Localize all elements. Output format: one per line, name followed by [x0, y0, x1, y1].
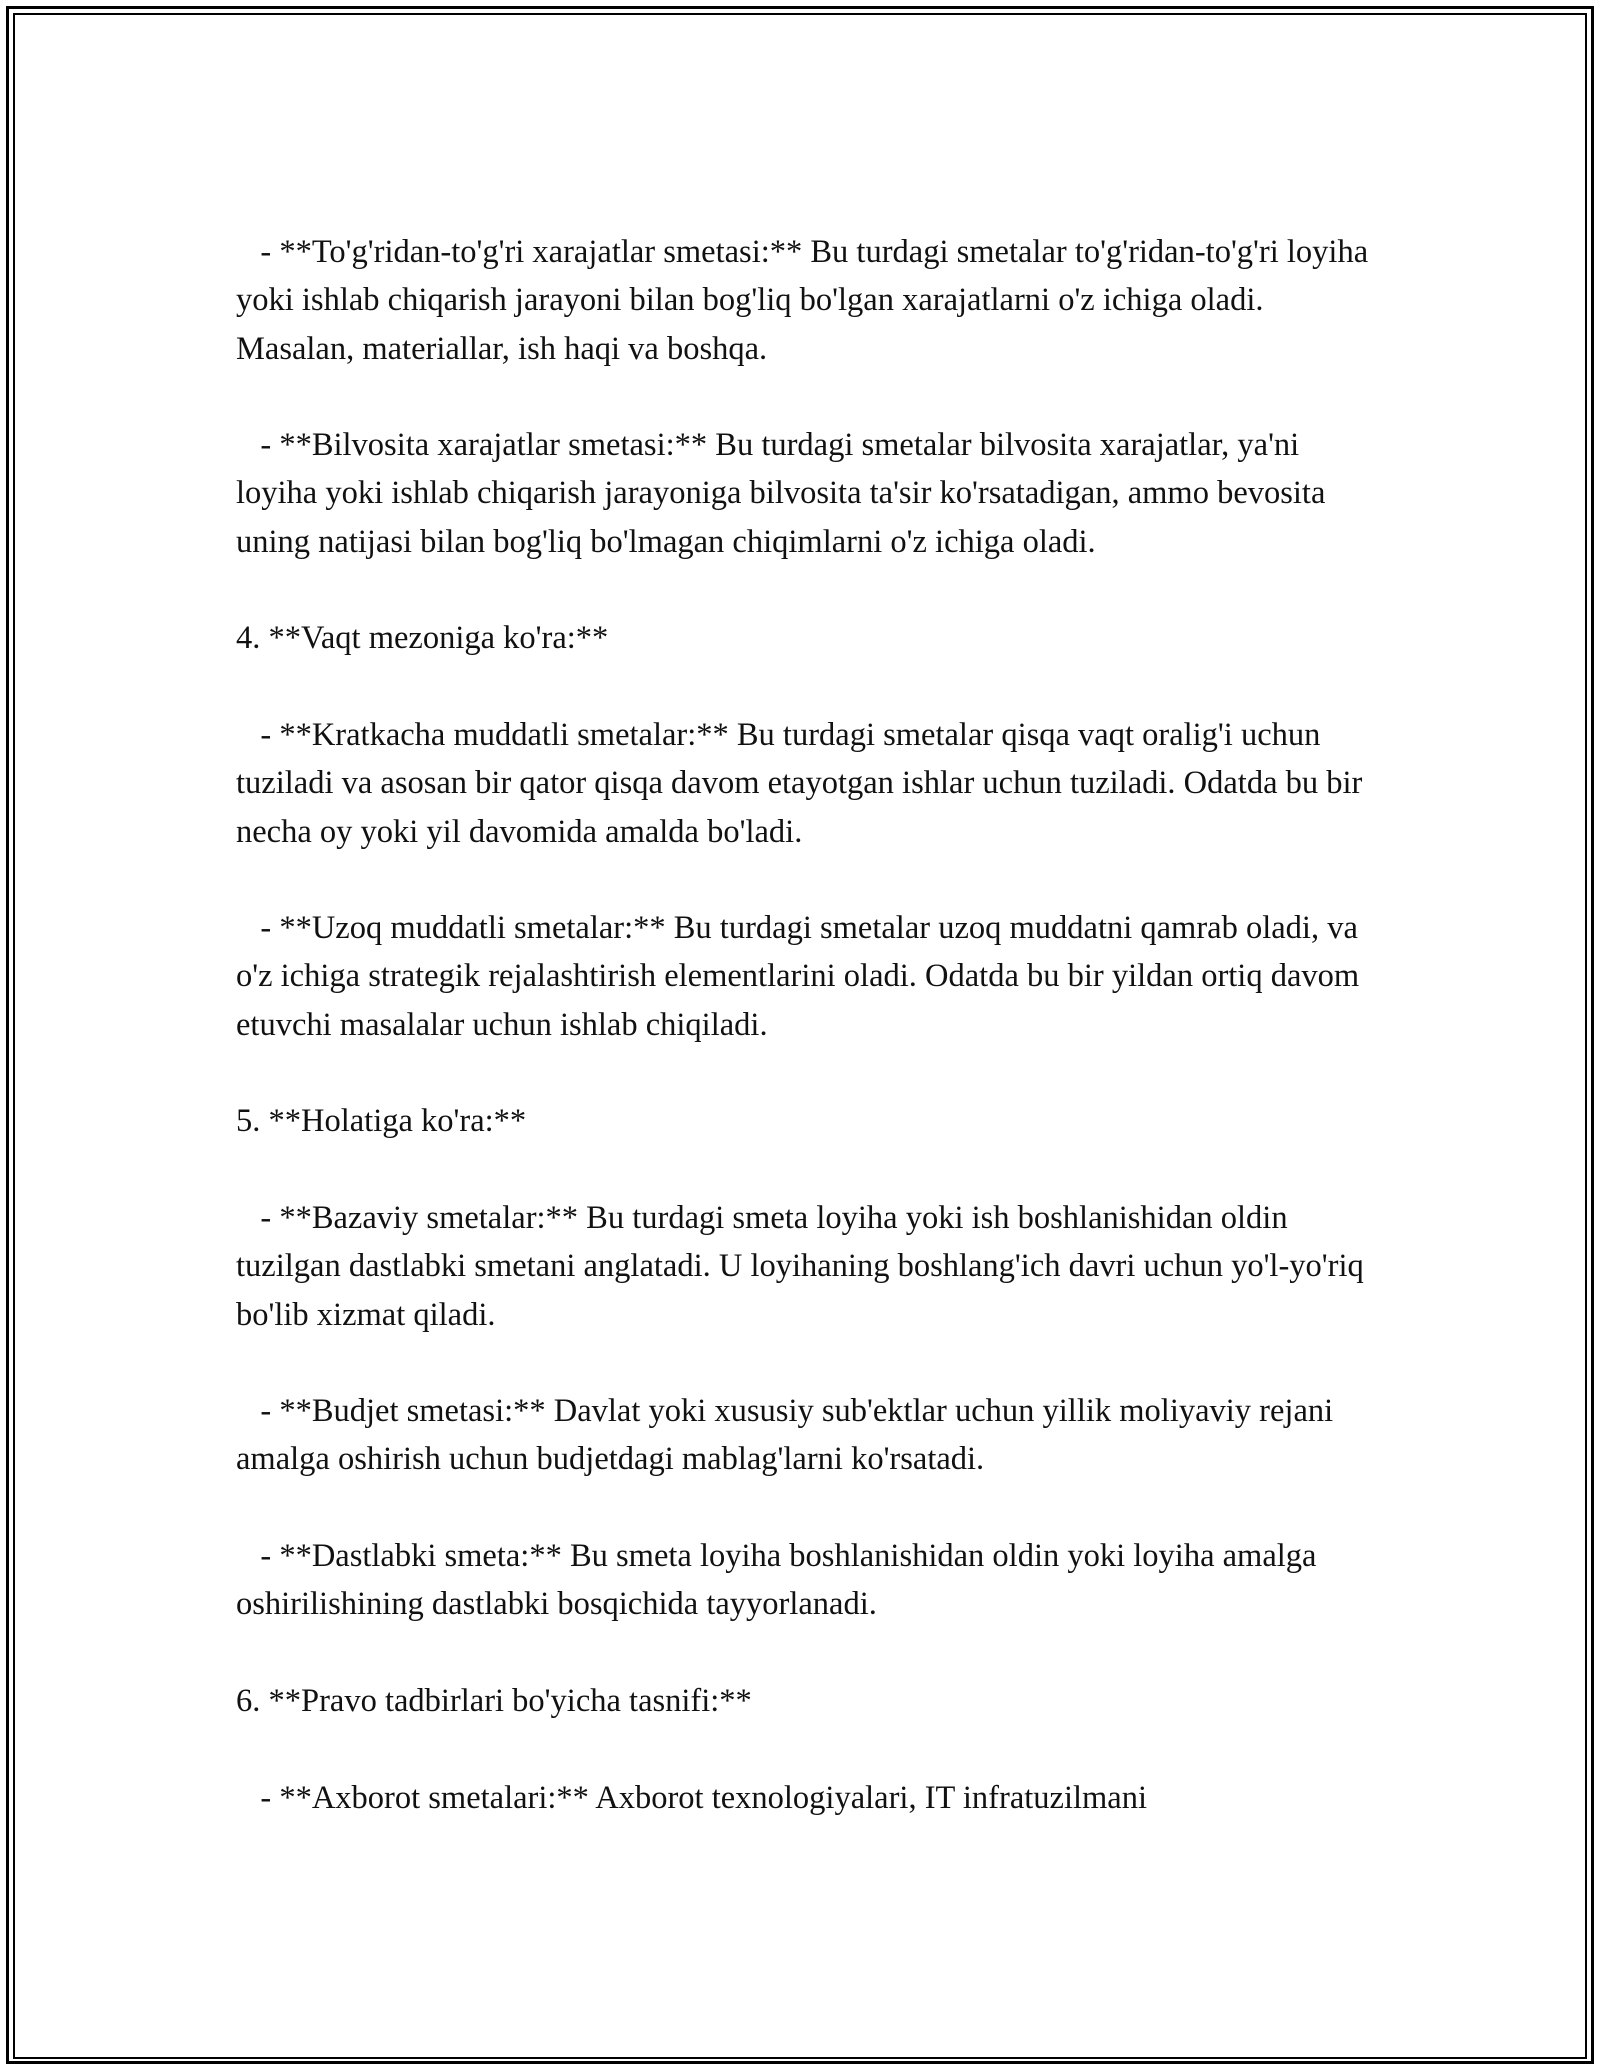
heading-time-criterion: 4. **Vaqt mezoniga ko'ra:** [236, 620, 609, 657]
heading-status: 5. **Holatiga ko'ra:** [236, 1103, 527, 1140]
heading-legal-classification: 6. **Pravo tadbirlari bo'yicha tasnifi:** [236, 1682, 752, 1719]
paragraph-long-term: - **Uzoq muddatli smetalar:** Bu turdagi smetalar uzoq muddatni qamrab oladi, va o'z ichiga strategik rejalashtirish elementlarini oladi. Odatda bu bir yildan ortiq davom etuvchi masalalar uchun ishlab chiqiladi. [236, 910, 1368, 1043]
paragraph-short-term: - **Kratkacha muddatli smetalar:** Bu turdagi smetalar qisqa vaqt oralig'i uchun tuziladi va asosan bir qator qisqa davom etayotgan ishlar uchun tuziladi. Odatda bu bir necha oy yoki yil davomida amalda bo'ladi. [236, 716, 1371, 850]
document-body [236, 228, 1376, 1822]
paragraph-indirect-costs: - **Bilvosita xarajatlar smetasi:** Bu turdagi smetalar bilvosita xarajatlar, ya'ni loyiha yoki ishlab chiqarish jarayoniga bilvosita ta'sir ko'rsatadigan, ammo bevosita uning natijasi bilan bog'liq bo'lmagan chiqimlarni o'z ichiga oladi. [236, 427, 1334, 560]
paragraph-direct-costs: - **To'g'ridan-to'g'ri xarajatlar smetasi:** Bu turdagi smetalar to'g'ridan-to'g'ri loyiha yoki ishlab chiqarish jarayoni bilan bog'liq bo'lgan xarajatlarni o'z ichiga oladi. Masalan, materiallar, ish haqi va boshqa. [236, 234, 1377, 367]
paragraph-preliminary: - **Dastlabki smeta:** Bu smeta loyiha boshlanishidan oldin yoki loyiha amalga oshirilishining dastlabki bosqichida tayyorlanadi. [236, 1538, 1325, 1623]
paragraph-information: - **Axborot smetalari:** Axborot texnologiyalari, IT infratuzilmani [236, 1779, 1147, 1816]
paragraph-baseline: - **Bazaviy smetalar:** Bu turdagi smeta loyiha yoki ish boshlanishidan oldin tuzilgan dastlabki smetani anglatadi. U loyihaning boshlang'ich davri uchun yo'l-yo'riq bo'lib xizmat qiladi. [236, 1199, 1372, 1333]
paragraph-budget: - **Budjet smetasi:** Davlat yoki xususiy sub'ektlar uchun yillik moliyaviy rejani amalga oshirish uchun budjetdagi mablag'larni ko'rsatadi. [236, 1393, 1342, 1478]
